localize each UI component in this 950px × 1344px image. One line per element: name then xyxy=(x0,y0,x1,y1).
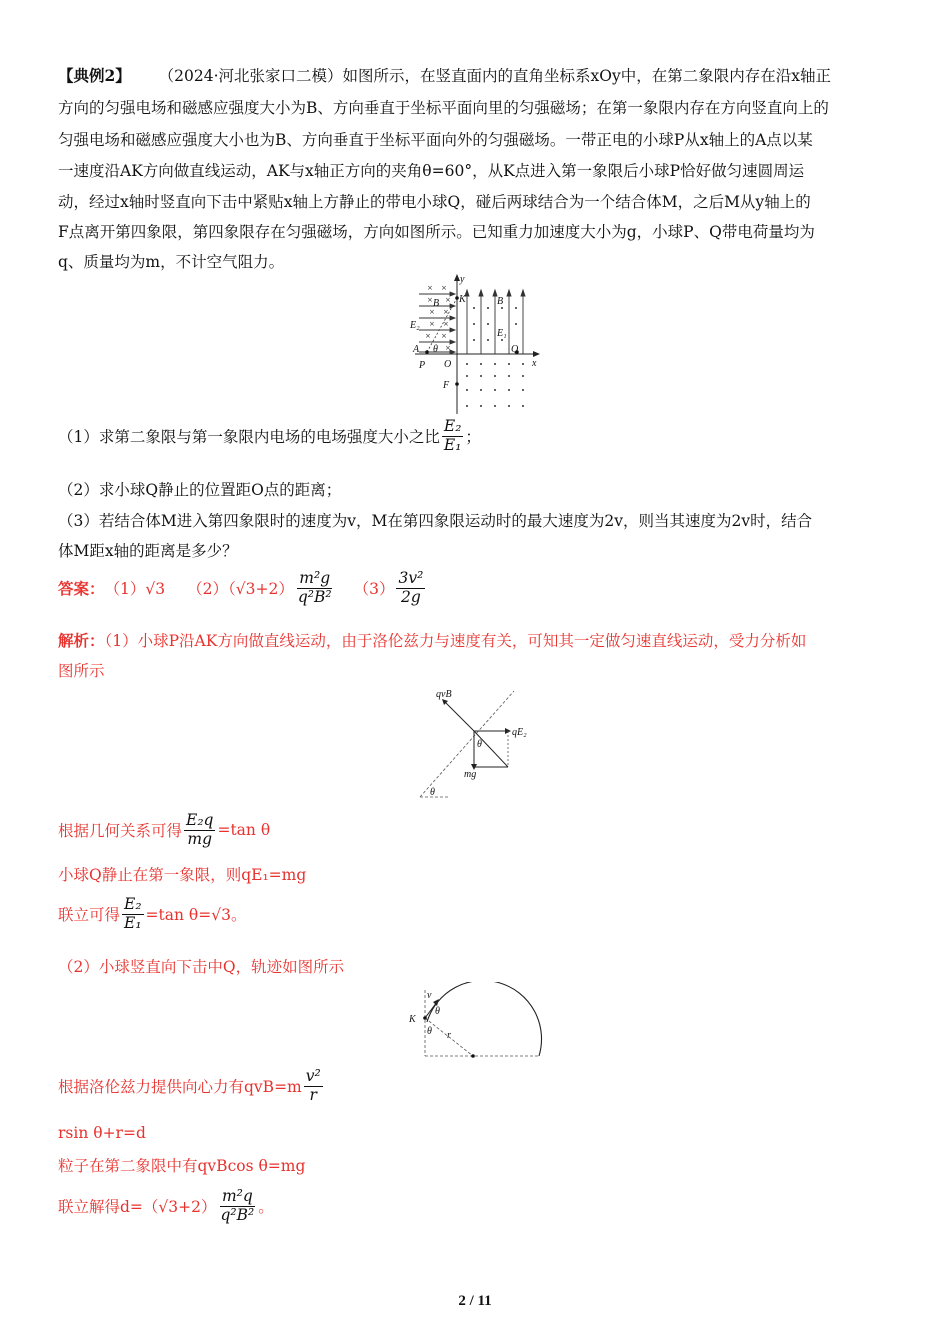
answer-1: （1）√3 xyxy=(104,580,166,599)
answer-2-prefix: （2）（√3+2） xyxy=(187,580,294,599)
svg-text:×: × xyxy=(443,308,449,316)
problem-text-1: 如图所示，在竖直面内的直角坐标系xOy中，在第二象限内存在沿x轴正 xyxy=(342,67,831,85)
question-3-line-2: 体M距x轴的距离是多少？ xyxy=(58,542,238,560)
fraction-numerator: v² xyxy=(305,1067,321,1085)
fraction-denominator: r xyxy=(309,1085,317,1104)
fraction-denominator: E₁ xyxy=(124,913,142,932)
fig1-label-E1: E₁ xyxy=(497,328,507,339)
analysis-line-2: 图所示 xyxy=(58,662,105,680)
answer-3-fraction xyxy=(396,570,425,607)
solve-text: 联立解得d=（√3+2） xyxy=(58,1198,217,1217)
fig1-label-O: O xyxy=(444,359,452,370)
page-number: 2 / 11 xyxy=(458,1293,492,1309)
combine-suffix: =tan θ=√3。 xyxy=(145,906,247,925)
fig1-label-Q: Q xyxy=(511,344,519,355)
fig2-label-qE2: qE₂ xyxy=(512,727,527,738)
fig3-label-theta-2: θ xyxy=(427,1026,432,1037)
problem-line-1 xyxy=(58,64,898,86)
fraction-denominator: E₁ xyxy=(443,435,462,454)
fraction-numerator: E₂ xyxy=(124,895,142,913)
problem-line-6: F点离开第四象限，第四象限存在匀强磁场，方向如图所示。已知重力加速度大小为g，小球P、Q带电荷量均为 xyxy=(58,223,815,241)
field-diagram xyxy=(405,272,550,417)
combine-fraction xyxy=(122,896,144,933)
fig2-label-mg: mg xyxy=(464,769,477,780)
question-1 xyxy=(58,418,898,455)
fig1-label-F: F xyxy=(443,380,450,391)
fig2-label-qvB: qvB xyxy=(436,689,452,700)
fig1-label-y: y xyxy=(460,274,465,285)
fraction-numerator: E₂q xyxy=(186,811,214,829)
fig2-label-theta-1: θ xyxy=(477,739,482,750)
problem-line-5: 动，经过x轴时竖直向下击中紧贴x轴上方静止的带电小球Q，碰后两球结合为一个结合体M，之后M从y轴上的 xyxy=(58,193,811,211)
problem-line-4: 一速度沿AK方向做直线运动，AK与x轴正方向的夹角θ=60°，从K点进入第一象限后小球P恰好做匀速圆周运 xyxy=(58,162,805,180)
solve-line xyxy=(58,1188,898,1225)
question-1-fraction xyxy=(442,418,464,455)
svg-text:×: × xyxy=(441,284,447,292)
problem-line-2: 方向的匀强电场和磁感应强度大小为B、方向垂直于坐标平面向里的匀强磁场；在第一象限内存在方向竖直向上的 xyxy=(58,99,829,117)
answer-label: 答案： xyxy=(58,579,105,599)
answer-line xyxy=(58,570,898,607)
svg-text:×: × xyxy=(441,332,447,340)
svg-text:×: × xyxy=(427,284,433,292)
fig1-label-P: P xyxy=(419,360,426,371)
geometry-relation xyxy=(58,812,898,849)
fraction-numerator: 3v² xyxy=(398,569,424,587)
fig1-label-theta: θ xyxy=(433,344,438,355)
fig1-label-x: x xyxy=(532,358,537,369)
svg-text:×: × xyxy=(445,296,451,304)
answer-2-fraction xyxy=(296,570,334,607)
geometry-2-line: rsin θ+r=d xyxy=(58,1124,146,1142)
static-q-line: 小球Q静止在第一象限，则qE₁=mg xyxy=(58,866,307,884)
solve-fraction xyxy=(219,1188,257,1225)
fraction-numerator: m²g xyxy=(299,569,331,587)
example-label: 【典例2】 xyxy=(58,66,131,85)
fig3-label-r: r xyxy=(447,1030,451,1041)
question-1-suffix: ； xyxy=(465,428,481,447)
geometry-fraction xyxy=(184,812,215,849)
fig3-label-theta-1: θ xyxy=(435,1006,440,1017)
problem-line-7: q、质量均为m，不计空气阻力。 xyxy=(58,253,285,271)
combine-text: 联立可得 xyxy=(58,906,121,925)
analysis-label: 解析： xyxy=(58,631,105,650)
part-2-intro: （2）小球竖直向下击中Q，轨迹如图所示 xyxy=(58,958,345,976)
svg-text:×: × xyxy=(429,308,435,316)
fraction-denominator: 2g xyxy=(400,587,421,606)
lorentz-line xyxy=(58,1068,898,1105)
svg-text:×: × xyxy=(445,344,451,352)
fig1-label-K: K xyxy=(459,294,466,305)
geometry-suffix: =tan θ xyxy=(217,821,271,840)
svg-text:×: × xyxy=(429,320,435,328)
second-quadrant-line: 粒子在第二象限中有qvBcos θ=mg xyxy=(58,1157,306,1175)
trajectory-diagram xyxy=(405,982,545,1062)
question-3-line-1: （3）若结合体M进入第四象限时的速度为v，M在第四象限运动时的最大速度为2v，则当其速度为2v时，结合 xyxy=(58,512,813,530)
svg-text:×: × xyxy=(427,296,433,304)
fig3-label-K: K xyxy=(409,1014,416,1025)
solve-suffix: 。 xyxy=(258,1198,274,1217)
analysis-text-1: （1）小球P沿AK方向做直线运动，由于洛伦兹力与速度有关，可知其一定做匀速直线运动，受力分析如 xyxy=(104,632,807,650)
answer-3-prefix: （3） xyxy=(353,580,395,599)
fig1-label-E2: E₂ xyxy=(410,320,420,331)
fraction-denominator: q²B² xyxy=(297,587,332,606)
question-2: （2）求小球Q静止的位置距O点的距离； xyxy=(58,481,342,499)
fraction-denominator: mg xyxy=(187,829,213,848)
fig1-label-B1: B xyxy=(497,296,504,307)
fraction-numerator: m²q xyxy=(221,1187,253,1205)
fig1-label-A: A xyxy=(413,344,420,355)
analysis-line-1 xyxy=(58,629,898,651)
fraction-numerator: E₂ xyxy=(443,417,462,435)
geometry-text: 根据几何关系可得 xyxy=(58,822,183,841)
combine-line xyxy=(58,896,898,933)
problem-source: （2024·河北张家口二模） xyxy=(158,67,343,85)
svg-text:×: × xyxy=(443,320,449,328)
problem-line-3: 匀强电场和磁感应强度大小也为B、方向垂直于坐标平面向外的匀强磁场。一带正电的小球P从x轴上的A点以某 xyxy=(58,131,813,149)
svg-text:×: × xyxy=(425,332,431,340)
question-1-text: （1）求第二象限与第一象限内电场的电场强度大小之比 xyxy=(58,428,440,447)
fraction-denominator: q²B² xyxy=(220,1205,255,1224)
fig3-label-v: v xyxy=(427,990,432,1001)
fig1-label-B2: B xyxy=(433,298,440,309)
fig2-label-theta-2: θ xyxy=(430,787,435,798)
lorentz-fraction xyxy=(304,1068,323,1105)
lorentz-text: 根据洛伦兹力提供向心力有qvB=m xyxy=(58,1078,302,1097)
force-diagram xyxy=(412,685,542,803)
